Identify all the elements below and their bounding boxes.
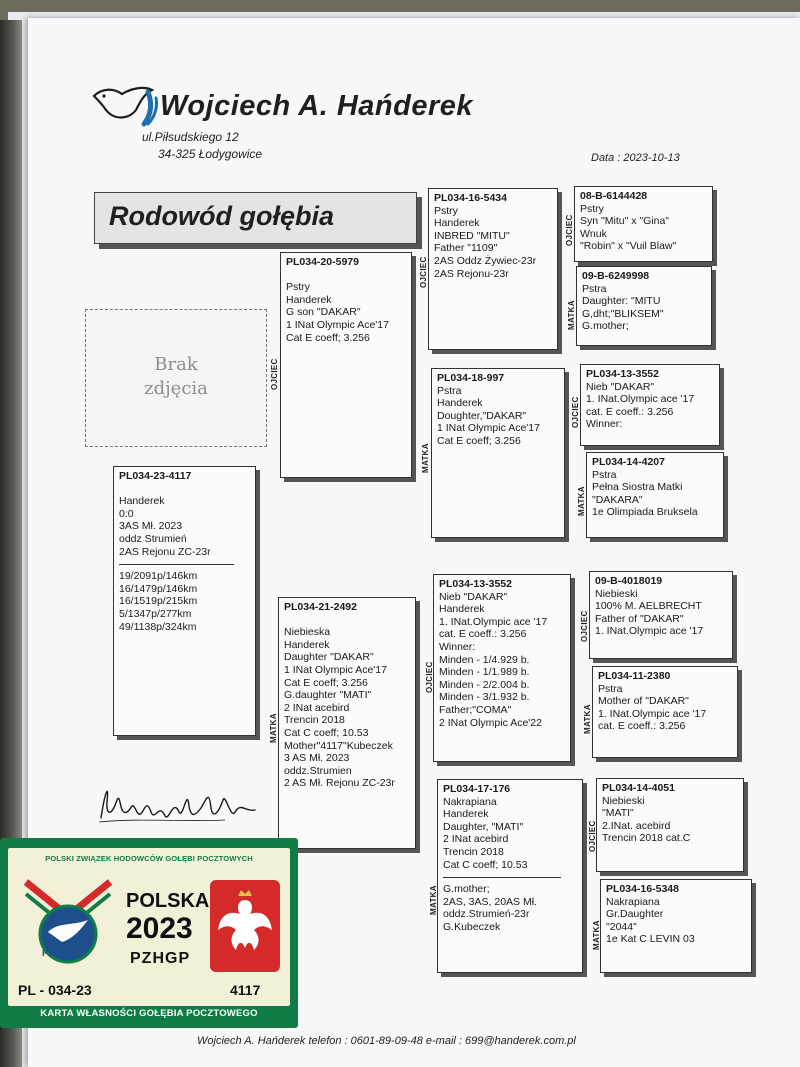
subject-pigeon-box xyxy=(113,466,256,736)
sss-label: OJCIEC xyxy=(565,214,574,246)
pedigree-text-line: Father "1109" xyxy=(434,242,498,255)
ring-number: PL034-14-4207 xyxy=(592,456,665,468)
pedigree-text-line: Wnuk xyxy=(580,227,607,240)
ring-number: PL034-20-5979 xyxy=(286,256,359,268)
ddd-label: MATKA xyxy=(592,920,601,950)
pedigree-text-line: Pstry xyxy=(434,204,458,217)
pedigree-text-line: Syn "Mitu" x "Gina" xyxy=(580,215,670,228)
ring-number: PL034-14-4051 xyxy=(602,782,675,794)
pedigree-text-line: Daughter: "MITU xyxy=(582,295,661,308)
pedigree-text-line: 3 AS Mł. 2023 xyxy=(284,752,350,765)
pedigree-text-line: Daughter "DAKAR" xyxy=(284,651,374,664)
pedigree-text-line: 1e Olimpiada Bruksela xyxy=(592,506,698,519)
card-country: POLSKA xyxy=(126,890,210,912)
pedigree-text-line: cat. E coeff.: 3.256 xyxy=(598,720,686,733)
pedigree-text-line: Pstra xyxy=(598,682,623,695)
pedigree-text-line: Father;"COMA" xyxy=(439,703,512,716)
pedigree-text-line: Pstry xyxy=(286,281,310,294)
ring-number: PL034-13-3552 xyxy=(586,368,659,380)
pedigree-text-line: Cat E coeff; 3.256 xyxy=(284,676,368,689)
pedigree-text-line: 49/1138p/324km xyxy=(119,620,197,633)
sire-label: OJCIEC xyxy=(270,358,279,390)
ring-number: 09-B-4018019 xyxy=(595,575,663,587)
pedigree-text-line: cat. E coeff.: 3.256 xyxy=(439,628,527,641)
pedigree-text-line: Handerek xyxy=(119,495,165,508)
pedigree-text-line: "MATI" xyxy=(602,807,634,820)
date-label: Data : xyxy=(591,152,621,164)
pedigree-text-line: Niebieski xyxy=(595,587,638,600)
pedigree-text-line: Nakrapiana xyxy=(606,895,660,908)
ring-number: 08-B-6144428 xyxy=(580,190,648,202)
pedigree-text-line: Nieb "DAKAR" xyxy=(439,590,508,603)
pedigree-text-line: INBRED "MITU" xyxy=(434,229,510,242)
pedigree-text-line: Handerek xyxy=(439,603,485,616)
pedigree-text-line: Pstry xyxy=(580,202,604,215)
pedigree-text-line: 5/1347p/277km xyxy=(119,607,192,620)
ssd-label: MATKA xyxy=(567,300,576,330)
pedigree-text-line: Nakrapiana xyxy=(443,795,497,808)
pedigree-text-line: Minden - 1/4.929 b. xyxy=(439,653,530,666)
dam-dam-sire-box xyxy=(596,778,744,872)
pedigree-text-line: 1 INat Olympic Ace'17 xyxy=(286,318,389,331)
pedigree-text-line: "DAKARA" xyxy=(592,493,643,506)
pedigree-text-line: 2AS, 3AS, 20AS Mł. xyxy=(443,895,537,908)
card-footer: KARTA WŁASNOŚCI GOŁĘBIA POCZTOWEGO xyxy=(40,1008,258,1019)
photo-text-line2: zdjęcia xyxy=(144,378,208,399)
dam-dam-label: MATKA xyxy=(429,885,438,915)
ring-number: PL034-13-3552 xyxy=(439,578,512,590)
breeder-name: Wojciech A. Hańderek xyxy=(160,90,473,122)
sire-sire-label: OJCIEC xyxy=(419,256,428,288)
pedigree-text-line: Father of "DAKAR" xyxy=(595,612,684,625)
pedigree-text-line: Trencin 2018 xyxy=(443,845,504,858)
dam-sire-dam-box xyxy=(592,666,738,758)
sire-sire-sire-box xyxy=(574,186,713,262)
address-street: ul.Piłsudskiego 12 xyxy=(142,130,239,144)
card-header: POLSKI ZWIĄZEK HODOWCÓW GOŁĘBI POCZTOWYCH xyxy=(45,854,253,863)
pedigree-text-line: Minden - 1/1.989 b. xyxy=(439,666,530,679)
pedigree-text-line: 100% M. AELBRECHT xyxy=(595,600,702,613)
pedigree-text-line: 1e Kat C LEVIN 03 xyxy=(606,933,695,946)
ring-number: PL034-23-4117 xyxy=(119,470,192,482)
pedigree-text-line: G.Kubeczek xyxy=(443,920,501,933)
pedigree-text-line: G.mother; xyxy=(582,320,629,333)
pedigree-text-line: 2AS Rejonu ZC-23r xyxy=(119,545,211,558)
pedigree-text-line: Cat C coeff; 10.53 xyxy=(443,858,528,871)
pedigree-text-line: 2AS Rejonu-23r xyxy=(434,267,509,280)
page-title: Rodowód gołębia xyxy=(109,201,334,231)
pedigree-text-line: 16/1479p/146km xyxy=(119,582,198,595)
pedigree-text-line: G son "DAKAR" xyxy=(286,306,361,319)
ring-number: PL034-21-2492 xyxy=(284,601,357,613)
card-inner-panel xyxy=(8,848,290,1006)
dam-dam-dam-box xyxy=(600,879,752,973)
ring-number: PL034-16-5348 xyxy=(606,883,679,895)
pedigree-text-line: oddz.Strumień-23r xyxy=(443,908,530,921)
sire-sire-box xyxy=(428,188,558,350)
pedigree-text-line: Mother"4117"Kubeczek xyxy=(284,739,393,752)
pedigree-text-line: 2 INat acebird xyxy=(284,701,350,714)
pedigree-text-line: 1 INat Olympic Ace'17 xyxy=(437,422,540,435)
pedigree-text-line: 2 INat acebird xyxy=(443,833,509,846)
pedigree-text-line: Cat E coeff; 3.256 xyxy=(437,434,521,447)
dam-sire-label: OJCIEC xyxy=(425,661,434,693)
card-year: 2023 xyxy=(126,912,193,945)
divider xyxy=(119,564,234,565)
dam-sire-box xyxy=(433,574,571,762)
pedigree-text-line: Cat C coeff; 10.53 xyxy=(284,726,369,739)
dds-label: OJCIEC xyxy=(588,820,597,852)
pedigree-text-line: 0:0 xyxy=(119,507,134,520)
pedigree-text-line: 19/2091p/146km xyxy=(119,570,198,583)
sire-dam-dam-box xyxy=(586,452,724,538)
pedigree-text-line: Pełna Siostra Matki xyxy=(592,481,683,494)
pedigree-text-line: 1. INat.Olympic ace '17 xyxy=(439,615,548,628)
ring-number: PL034-18-997 xyxy=(437,372,505,384)
pedigree-text-line: 1. INat.Olympic ace '17 xyxy=(598,707,707,720)
ownership-card xyxy=(0,838,298,1028)
pedigree-text-line: Winner: xyxy=(586,418,623,431)
dss-label: OJCIEC xyxy=(580,610,589,642)
dam-sire-sire-box xyxy=(589,571,733,659)
pedigree-text-line: 1. INat.Olympic ace '17 xyxy=(595,625,704,638)
ring-number: PL034-11-2380 xyxy=(598,670,671,682)
date-line xyxy=(591,152,680,164)
sds-label: OJCIEC xyxy=(571,396,580,428)
pedigree-text-line: 2AS Oddz Żywiec-23r xyxy=(434,254,537,267)
dam-box xyxy=(278,597,416,849)
ring-number: PL034-16-5434 xyxy=(434,192,507,204)
pedigree-text-line: Handerek xyxy=(443,808,489,821)
pedigree-text-line: Handerek xyxy=(286,293,332,306)
sire-box xyxy=(280,252,412,478)
dove-logo-icon xyxy=(92,80,164,128)
pedigree-text-line: Winner: xyxy=(439,640,476,653)
pedigree-text-line: 1. INat.Olympic ace '17 xyxy=(586,393,695,406)
divider xyxy=(443,877,561,878)
card-pigeon-number: 4117 xyxy=(230,982,261,998)
pedigree-text-line: Gr.Daughter xyxy=(606,908,664,921)
pedigree-text-line: Daughter, "MATI" xyxy=(443,820,524,833)
pedigree-text-line xyxy=(284,614,410,627)
pedigree-text-line: Doughter,"DAKAR" xyxy=(437,409,527,422)
dam-label: MATKA xyxy=(269,713,278,743)
address-city: 34-325 Łodygowice xyxy=(158,147,263,161)
pedigree-text-line: 2.INat. acebird xyxy=(602,819,671,832)
date-value: 2023-10-13 xyxy=(623,152,680,164)
ring-number: PL034-17-176 xyxy=(443,783,511,795)
pedigree-text-line: Trencin 2018 cat.C xyxy=(602,832,691,845)
pedigree-text-line: Pstra xyxy=(592,468,617,481)
pedigree-text-line: Cat E coeff; 3.256 xyxy=(286,331,370,344)
contact-footer: Wojciech A. Hańderek telefon : 0601-89-09-48 e-mail : 699@handerek.com.pl xyxy=(197,1035,576,1047)
card-ring-number: PL - 034-23 xyxy=(18,982,92,998)
pedigree-text-line: Pstra xyxy=(582,282,607,295)
pedigree-text-line: 1 INat Olympic Ace'17 xyxy=(284,663,387,676)
pedigree-text-line: "Robin" x "Vuil Blaw" xyxy=(580,240,677,253)
pedigree-text-line xyxy=(119,483,250,496)
photo-text-line1: Brak xyxy=(154,354,198,375)
photo-placeholder xyxy=(85,309,267,447)
pzhgp-emblem-icon xyxy=(18,872,118,980)
pedigree-text-line: Handerek xyxy=(434,217,480,230)
pedigree-text-line: 2 INat Olympic Ace'22 xyxy=(439,716,542,729)
ring-number: 09-B-6249998 xyxy=(582,270,650,282)
pedigree-text-line: G.daughter "MATI" xyxy=(284,689,372,702)
pedigree-text-line: Handerek xyxy=(437,397,483,410)
card-org: PZHGP xyxy=(130,950,191,967)
sdd-label: MATKA xyxy=(577,486,586,516)
pedigree-text-line: Trencin 2018 xyxy=(284,714,345,727)
handwritten-signature xyxy=(95,772,265,832)
pedigree-text-line: oddz.Strumien xyxy=(284,764,352,777)
sire-dam-label: MATKA xyxy=(421,443,430,473)
pedigree-text-line: cat. E coeff.: 3.256 xyxy=(586,405,674,418)
sire-dam-box xyxy=(431,368,565,538)
pedigree-text-line: 2 AS Mł. Rejonu ZC-23r xyxy=(284,777,395,790)
pedigree-text-line: 16/1519p/215km xyxy=(119,595,198,608)
pedigree-text-line: "2044" xyxy=(606,920,637,933)
title-banner xyxy=(94,192,417,244)
pedigree-text-line: Minden - 2/2.004 b. xyxy=(439,678,530,691)
pedigree-text-line: Nieb "DAKAR" xyxy=(586,380,655,393)
pedigree-text-line: Niebieski xyxy=(602,794,645,807)
pedigree-text-line: Niebieska xyxy=(284,626,331,639)
sire-dam-sire-box xyxy=(580,364,720,446)
pedigree-text-line: G,dht;"BLIKSEM" xyxy=(582,307,664,320)
pedigree-text-line: 3AS Mł. 2023 xyxy=(119,520,183,533)
polish-eagle-icon xyxy=(208,878,282,976)
sire-sire-dam-box xyxy=(576,266,712,346)
pedigree-text-line: oddz Strumień xyxy=(119,532,187,545)
pedigree-text-line: G.mother; xyxy=(443,883,490,896)
pedigree-text-line: Mother of "DAKAR" xyxy=(598,695,689,708)
pedigree-text-line: Pstra xyxy=(437,384,462,397)
pedigree-text-line: Minden - 3/1.932 b. xyxy=(439,691,530,704)
pedigree-text-line xyxy=(286,269,406,282)
dam-dam-box xyxy=(437,779,583,973)
emblem-text: PZHGP xyxy=(42,948,74,958)
pedigree-text-line: Handerek xyxy=(284,638,330,651)
dsd-label: MATKA xyxy=(583,704,592,734)
